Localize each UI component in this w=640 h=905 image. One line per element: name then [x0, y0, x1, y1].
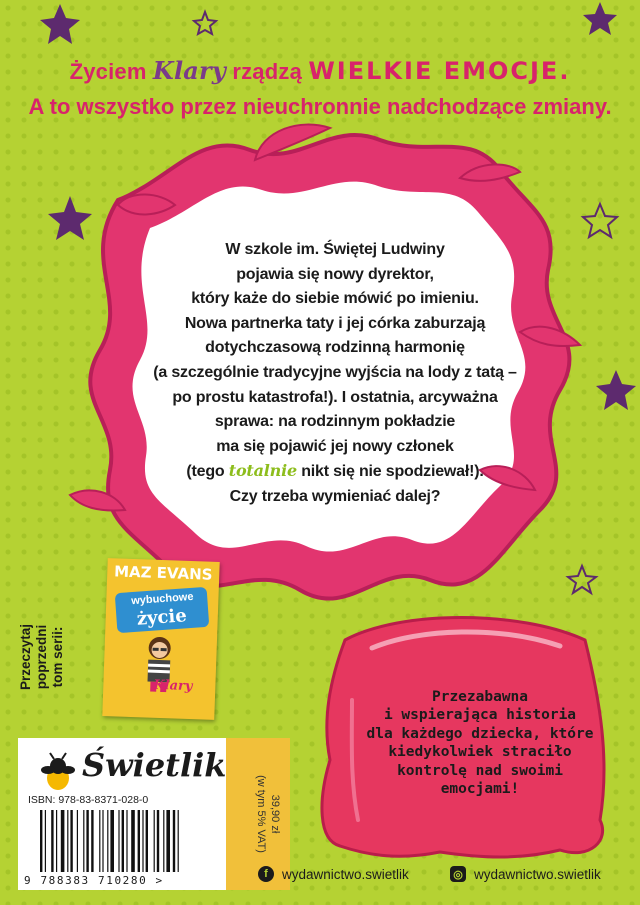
blurb-line-prefix: (tego: [186, 463, 225, 481]
blurb-line: [150, 459, 520, 485]
blurb-line: dotychczasową rodzinną harmonię: [205, 339, 465, 357]
blurb-line: Nowa partnerka taty i jej córka zaburzają: [184, 314, 486, 332]
blurb-line: pojawia się nowy dyrektor,: [236, 265, 434, 283]
jelly-line: dla każdego dziecka, które: [366, 725, 594, 742]
blurb-emphasis: totalnie: [228, 461, 297, 481]
barcode-digits: 9 788383 710280 >: [24, 874, 164, 887]
star-icon: [583, 2, 617, 35]
barcode: [36, 810, 226, 874]
headline-line-2: A to wszystko przez nieuchronnie nadchodzące zmiany.: [28, 94, 612, 119]
star-icon: [194, 12, 216, 34]
isbn-number: ISBN: 978-83-8371-028-0: [28, 794, 149, 806]
star-icon: [48, 196, 92, 240]
blurb-text: [150, 238, 520, 510]
facebook-handle: wydawnictwo.swietlik: [282, 866, 409, 882]
jelly-line: kiedykolwiek straciło: [388, 744, 572, 761]
series-label-line: tom serii:: [50, 626, 65, 688]
blurb-line: po prostu katastrofa!). I ostatnia, arcyważna: [172, 388, 498, 406]
previous-book-cover: [102, 558, 219, 720]
jelly-line: Przezabawna: [431, 689, 529, 705]
headline-prefix: Życiem: [69, 59, 147, 84]
blurb-line: (a szczególnie tradycyjne wyjścia na lody z tatą –: [153, 363, 517, 381]
blurb-line: ma się pojawić jej nowy członek: [216, 437, 454, 455]
facebook-icon: f: [258, 866, 274, 882]
headline-line-1: [0, 56, 640, 85]
blurb-line: który każe do siebie mówić po imieniu.: [191, 290, 479, 308]
star-icon: [596, 370, 636, 410]
blurb-line: sprawa: na rodzinnym pokładzie: [214, 413, 456, 431]
series-label-line: poprzedni: [34, 624, 49, 690]
instagram-link[interactable]: [450, 866, 601, 882]
barcode-panel: [18, 738, 244, 890]
jelly-line: emocjami!: [440, 781, 520, 798]
blurb-line: Czy trzeba wymieniać dalej?: [229, 487, 441, 505]
headline-emphasis: WIELKIE EMOCJE.: [308, 57, 571, 85]
price: 39,90 zł: [269, 794, 281, 834]
blurb-line-suffix: nikt się nie spodziewał!).: [301, 463, 484, 481]
book-subtitle: Klary: [153, 677, 193, 695]
blurb-line: W szkole im. Świętej Ludwiny: [225, 241, 445, 258]
star-icon: [583, 204, 617, 237]
instagram-icon: ◎: [450, 866, 466, 882]
book-title-line-2: życie: [136, 605, 188, 630]
firefly-logo-icon: [38, 752, 78, 792]
star-icon: [568, 566, 596, 593]
vat-note: (w tym 5% VAT): [255, 775, 267, 853]
star-icon: [40, 4, 80, 44]
instagram-handle: wydawnictwo.swietlik: [474, 866, 601, 882]
jelly-line: kontrolę nad swoimi: [397, 762, 563, 779]
publisher-name: Świetlik: [82, 746, 227, 784]
book-author: MAZ EVANS: [113, 562, 213, 584]
headline-name: Klary: [152, 56, 227, 85]
facebook-link[interactable]: [258, 866, 409, 882]
jelly-text: [355, 688, 605, 798]
jelly-line: i wspierająca historia: [383, 707, 577, 724]
series-label-line: Przeczytaj: [18, 623, 33, 691]
headline-middle: rządzą: [232, 59, 303, 84]
book-title-line-1: wybuchowe: [130, 590, 194, 608]
